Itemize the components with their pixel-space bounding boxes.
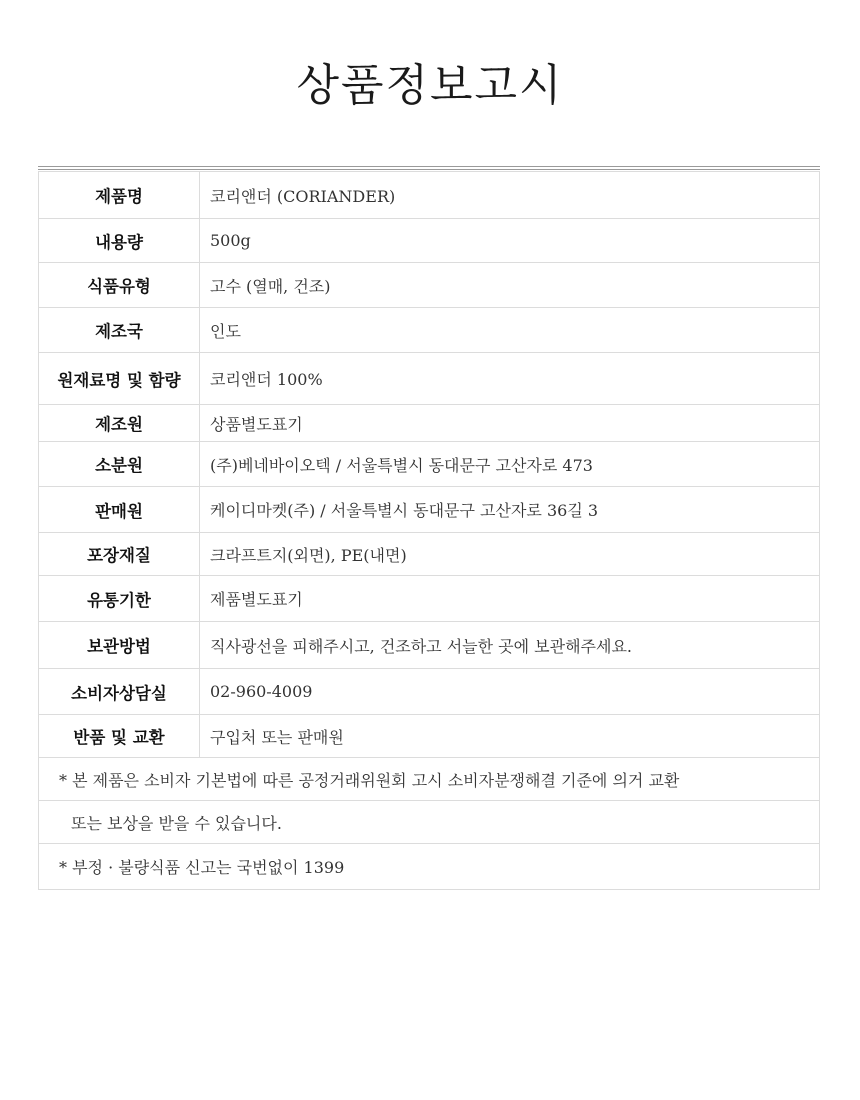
notice-row (39, 758, 820, 801)
row-value: 02-960-4009 (200, 669, 820, 715)
page-title (284, 56, 575, 116)
table-row (39, 442, 820, 487)
row-value: 상품별도표기 (200, 405, 820, 442)
notice-text: 또는 보상을 받을 수 있습니다. (39, 801, 820, 844)
row-value: 제품별도표기 (200, 576, 820, 622)
notice-text: * 부정 · 불량식품 신고는 국번없이 1399 (39, 844, 820, 890)
table-row (39, 576, 820, 622)
row-label: 소분원 (39, 442, 200, 487)
notice-text: * 본 제품은 소비자 기본법에 따른 공정거래위원회 고시 소비자분쟁해결 기준에 의거 교환 (39, 758, 820, 801)
table-row (39, 353, 820, 405)
page-title-text: 상품정보고시 (296, 60, 564, 111)
table-row (39, 487, 820, 533)
row-label: 유통기한 (39, 576, 200, 622)
row-value: (주)베네바이오텍 / 서울특별시 동대문구 고산자로 473 (200, 442, 820, 487)
row-value: 코리앤더 100% (200, 353, 820, 405)
top-divider-inner (38, 169, 820, 170)
row-value: 크라프트지(외면), PE(내면) (200, 533, 820, 576)
row-label: 제조국 (39, 308, 200, 353)
notice-row (39, 801, 820, 844)
row-value: 인도 (200, 308, 820, 353)
table-row (39, 172, 820, 219)
row-label: 원재료명 및 함량 (39, 353, 200, 405)
table-row (39, 622, 820, 669)
table-row (39, 533, 820, 576)
row-label: 포장재질 (39, 533, 200, 576)
row-label: 반품 및 교환 (39, 715, 200, 758)
top-divider (38, 166, 820, 167)
title-area (0, 56, 860, 116)
table-row (39, 263, 820, 308)
row-label: 보관방법 (39, 622, 200, 669)
product-info-table (38, 171, 820, 890)
row-value: 500g (200, 219, 820, 263)
row-label: 판매원 (39, 487, 200, 533)
row-label: 제조원 (39, 405, 200, 442)
table-row (39, 308, 820, 353)
table-row (39, 219, 820, 263)
row-value: 직사광선을 피해주시고, 건조하고 서늘한 곳에 보관해주세요. (200, 622, 820, 669)
table-row (39, 669, 820, 715)
table-row (39, 715, 820, 758)
notice-row (39, 844, 820, 890)
row-label: 제품명 (39, 172, 200, 219)
table-row (39, 405, 820, 442)
row-value: 케이디마켓(주) / 서울특별시 동대문구 고산자로 36길 3 (200, 487, 820, 533)
row-value: 구입처 또는 판매원 (200, 715, 820, 758)
row-value: 고수 (열매, 건조) (200, 263, 820, 308)
row-label: 식품유형 (39, 263, 200, 308)
row-value: 코리앤더 (CORIANDER) (200, 172, 820, 219)
row-label: 내용량 (39, 219, 200, 263)
row-label: 소비자상담실 (39, 669, 200, 715)
